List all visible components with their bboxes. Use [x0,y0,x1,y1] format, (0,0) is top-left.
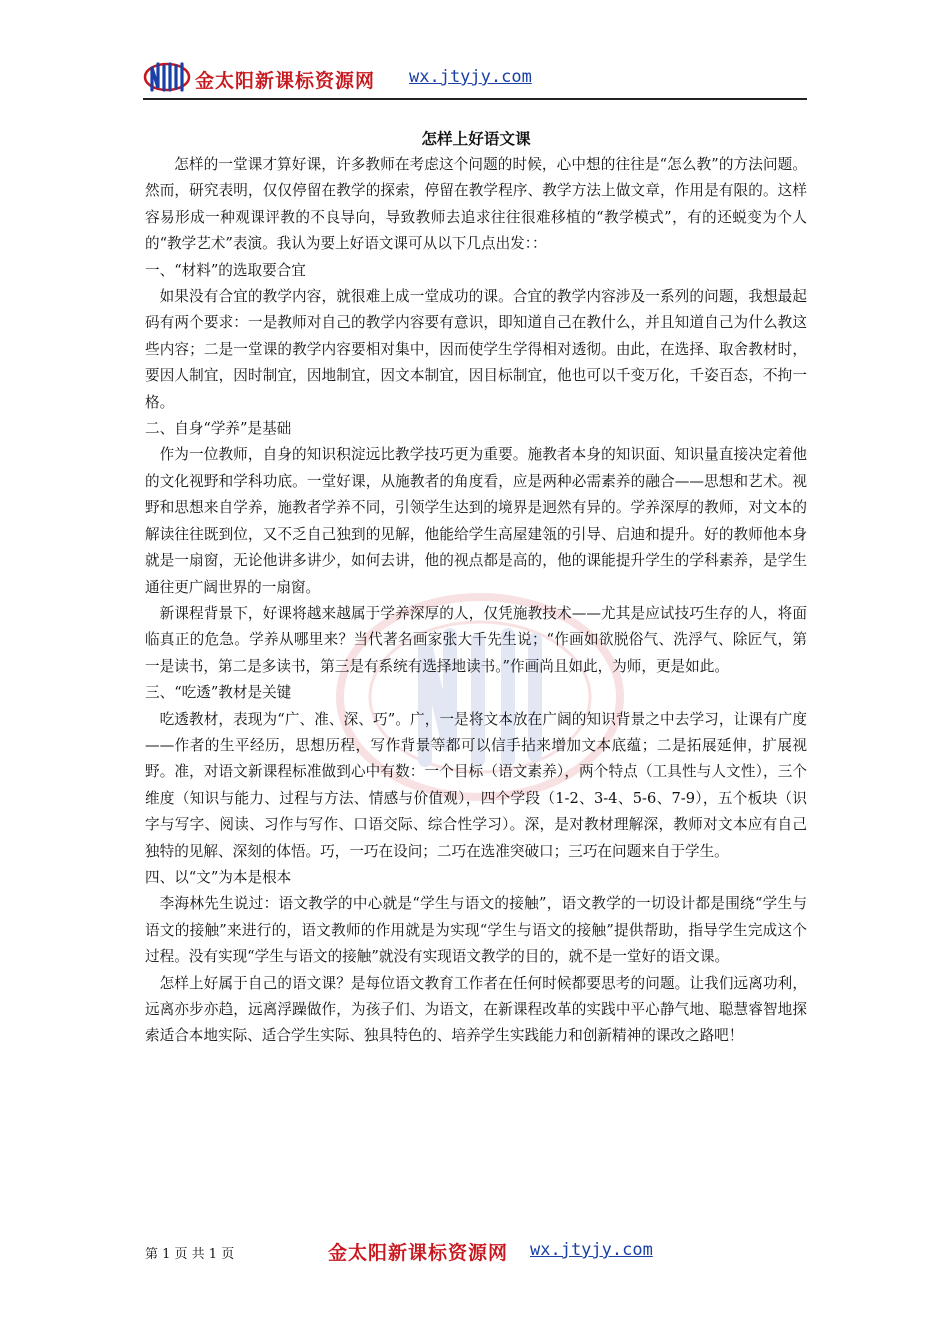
section-heading-3: 三、“吃透”教材是关键 [145,684,292,702]
header-site-link[interactable]: wx.jtyjy.com [409,67,532,87]
header-divider [143,98,807,100]
section-heading-2: 二、自身“学养”是基础 [145,420,292,438]
footer-brand: 金太阳新课标资源网 [328,1242,509,1264]
section-4-paragraph-1: 李海林先生说过：语文教学的中心就是“学生与语文的接触”，语文教学的一切设计都是围绕“学生与语文的接触”来进行的，语文教师的作用就是为实现“学生与语文的接触”提供帮助，指导学生完成这个过程。没有实现“学生与语文的接触”就没有实现语文教学的目的，就不是一堂好的语文课。 [145,895,807,966]
section-heading-4: 四、以“文”为本是根本 [145,868,292,886]
section-heading-1: 一、“材料”的选取要合宜 [145,261,306,279]
section-1-paragraph-1: 如果没有合宜的教学内容，就很难上成一堂成功的课。合宜的教学内容涉及一系列的问题，我想最起码有两个要求：一是教师对自己的教学内容要有意识，即知道自己在教什么，并且知道自己为什么教这些内容；二是一堂课的教学内容要相对集中，因而使学生学得相对透彻。由此，在选择、取舍教材时，要因人制宜，因时制宜，因地制宜，因文本制宜，因目标制宜，他也可以千变万化，千姿百态，不拘一格。 [145,288,807,411]
jty-logo-icon [143,56,191,98]
section-2-paragraph-2: 新课程背景下，好课将越来越属于学养深厚的人，仅凭施教技术——尤其是应试技巧生存的人，将面临真正的危急。学养从哪里来？当代著名画家张大千先生说；“作画如欲脱俗气、洗浮气、除匠气，第一是读书，第二是多读书，第三是有系统有选择地读书。”作画尚且如此，为师，更是如此。 [145,604,807,675]
document-title: 怎样上好语文课 [421,130,531,148]
intro-paragraph: 怎样的一堂课才算好课，许多教师在考虑这个问题的时候，心中想的往往是“怎么教”的方法问题。然而，研究表明，仅仅停留在教学的探索，停留在教学程序、教学方法上做文章，作用是有限的。这样容易形成一种观课评教的不良导向，导致教师去追求往往很难移植的“教学模式”，有的还蜕变为个人的“教学艺术”表演。我认为要上好语文课可从以下几点出发：： [145,156,807,253]
page-header [143,56,807,98]
section-4-paragraph-2: 怎样上好属于自己的语文课？是每位语文教育工作者在任何时候都要思考的问题。让我们远离功利，远离亦步亦趋，远离浮躁做作，为孩子们、为语文，在新课程改革的实践中平心静气地、聪慧睿智地探索适合本地实际、适合学生实际、独具特色的、培养学生实践能力和创新精神的课改之路吧！ [145,974,807,1045]
footer-site-link[interactable]: wx.jtyjy.com [530,1240,653,1260]
header-brand: 金太阳新课标资源网 [195,70,376,92]
section-3-paragraph-1: 吃透教材，表现为“广、准、深、巧”。广，一是将文本放在广阔的知识背景之中去学习，让课有广度——作者的生平经历，思想历程，写作背景等都可以信手拈来增加文本底蕴；二是拓展延伸，扩展视野。准，对语文新课程标准做到心中有数：一个目标（语文素养），两个特点（工具性与人文性），三个维度（知识与能力、过程与方法、情感与价值观），四个学段（1-2、3-4、5-6、7-9），五个板块（识字与写字、阅读、习作与写作、口语交际、综合性学习）。深，是对教材理解深，教师对文本应有自己独特的见解、深刻的体悟。巧，一巧在设问；二巧在选准突破口；三巧在问题来自于学生。 [145,710,807,860]
document-body [145,126,807,1050]
page-counter: 第 1 页 共 1 页 [145,1247,235,1262]
section-2-paragraph-1: 作为一位教师，自身的知识积淀远比教学技巧更为重要。施教者本身的知识面、知识量直接决定着他的文化视野和学科功底。一堂好课，从施教者的角度看，应是两种必需素养的融合——思想和艺术。视野和思想来自学养，施教者学养不同，引领学生达到的境界是迥然有异的。学养深厚的教师，对文本的解读往往既到位，又不乏自己独到的见解，他能给学生高屋建瓴的引导、启迪和提升。好的教师他本身就是一扇窗，无论他讲多讲少，如何去讲，他的视点都是高的，他的课能提升学生的学科素养，是学生通往更广阔世界的一扇窗。 [145,446,807,596]
